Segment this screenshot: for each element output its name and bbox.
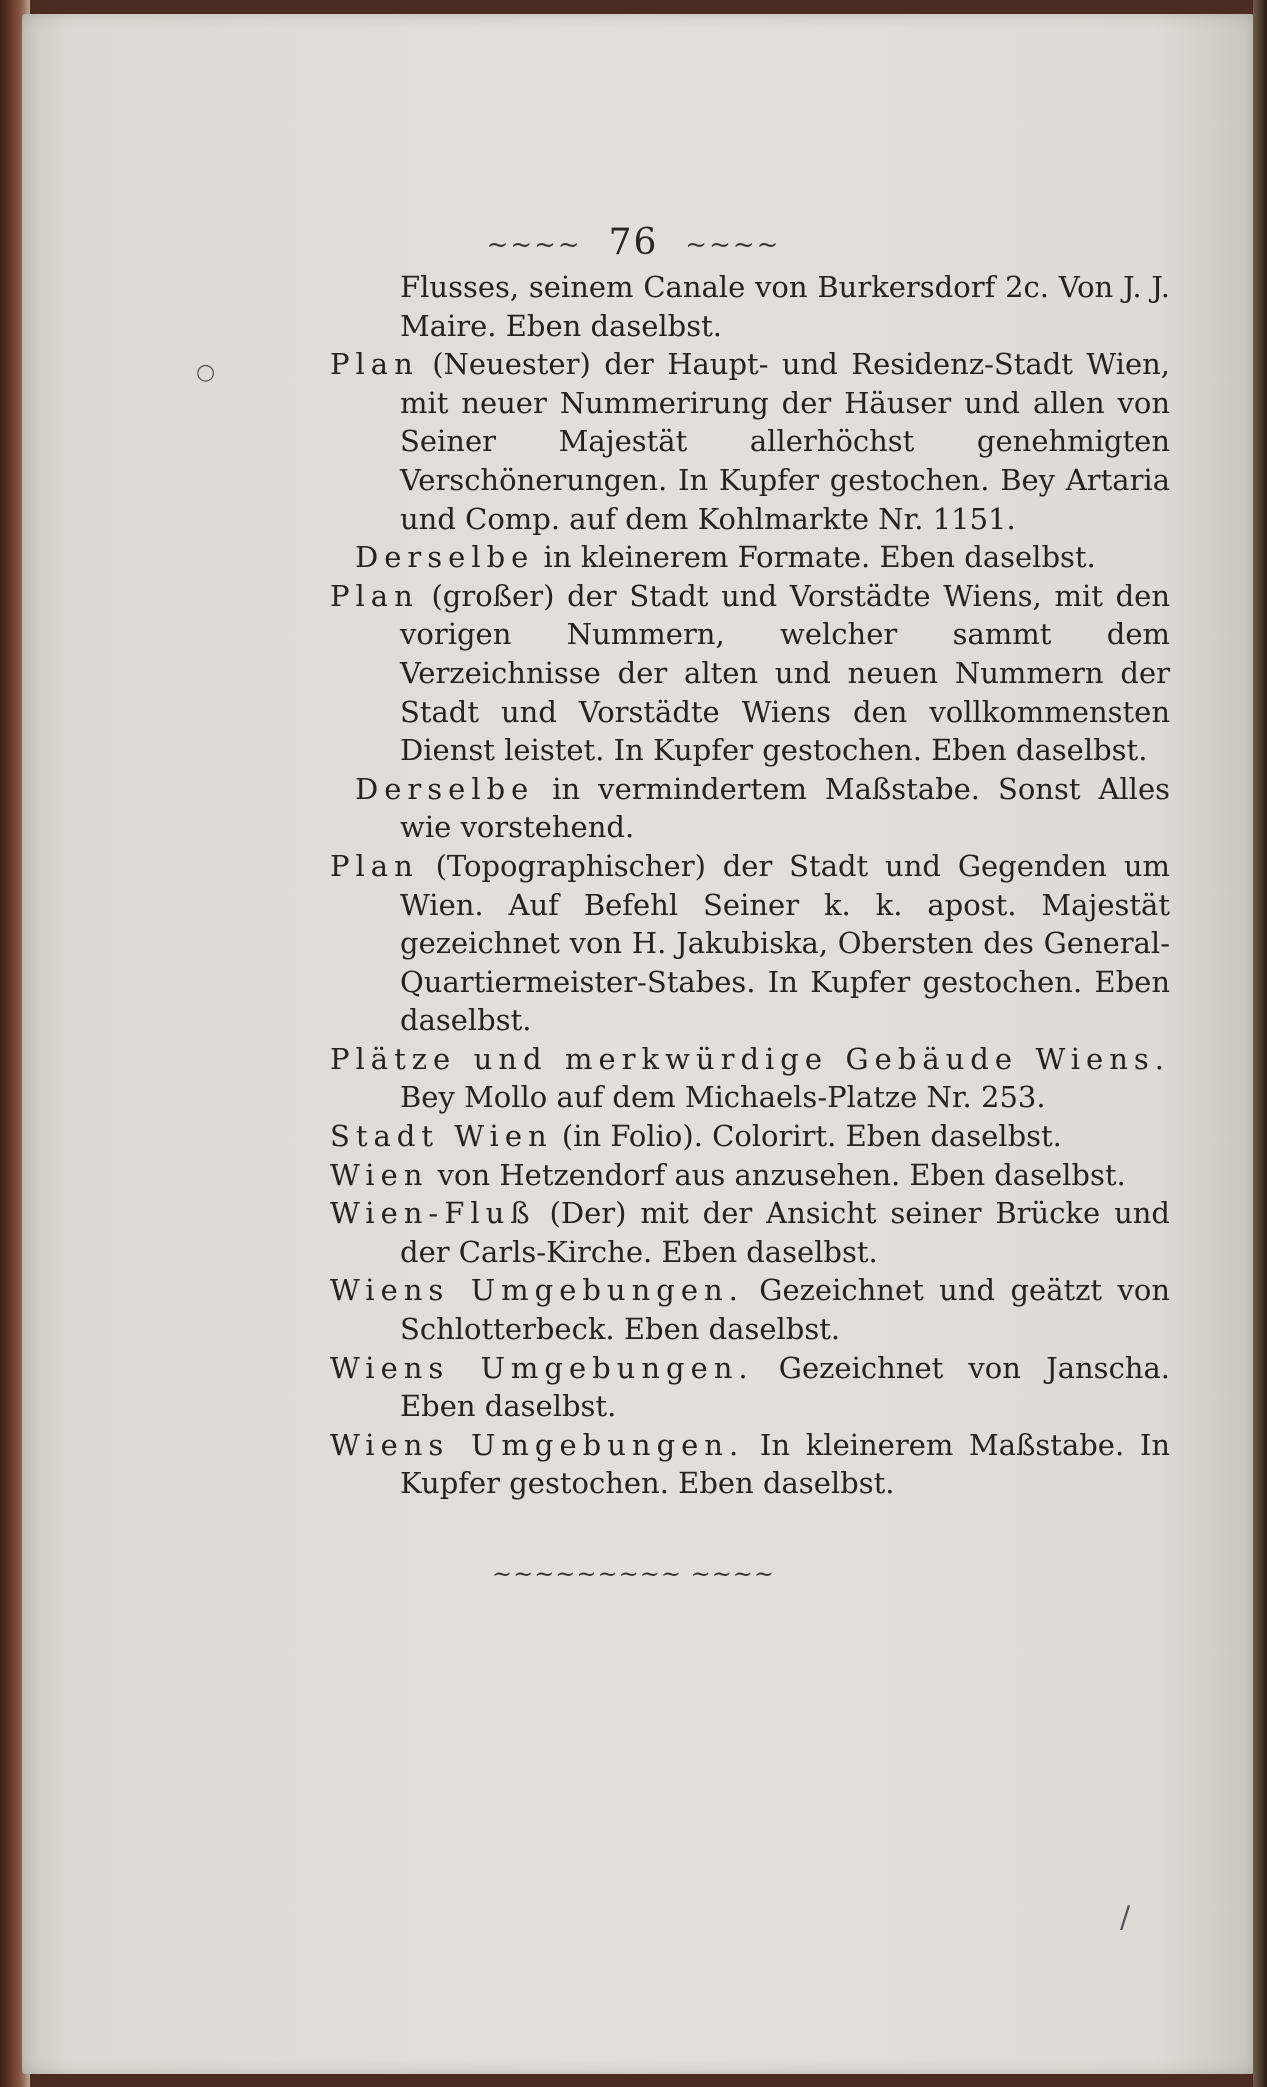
entry-text: Flusses, seinem Canale von Burkersdorf 2c. Von J. J. Maire. Eben daselbst.	[400, 270, 1170, 343]
page-header	[0, 222, 1267, 263]
entry-keyword: Plätze und merkwürdige Gebäude Wiens.	[330, 1041, 1170, 1076]
entry-text: (in Folio). Colorirt. Eben daselbst.	[552, 1119, 1062, 1154]
entry-text: Gezeichnet von Janscha. Eben daselbst.	[400, 1350, 1170, 1424]
entry	[330, 770, 1170, 847]
entry	[330, 1156, 1170, 1195]
entry-text: in kleinerem Formate. Eben daselbst.	[534, 540, 1096, 575]
entry-keyword: Wiens Umgebungen.	[330, 1427, 745, 1462]
entry-text: In kleinerem Maßstabe. In Kupfer gestochen. Eben daselbst.	[400, 1427, 1171, 1501]
entry	[330, 1040, 1170, 1117]
entry	[330, 1194, 1170, 1271]
entry-text: (großer) der Stadt und Vorstädte Wiens, mit den vorigen Nummern, welcher sammt dem Verzeichnisse der alten und neuen Nummern der Stadt und Vorstädte Wiens den vollkommensten Dienst leistet. In Kupfer gestochen. Eben daselbst.	[400, 578, 1170, 768]
entry	[330, 847, 1170, 1040]
entry-text: Bey Mollo auf dem Michaels-Platze Nr. 253.	[400, 1080, 1046, 1115]
footer-ornament: ~~~~~~~~~ ~~~~	[491, 1560, 776, 1588]
entry	[330, 1117, 1170, 1156]
entry-keyword: Wien	[330, 1157, 429, 1192]
entry	[330, 1426, 1170, 1503]
entry	[330, 1349, 1170, 1426]
entry-text: in vermindertem Maßstabe. Sonst Alles wie vorstehend.	[400, 771, 1170, 845]
entry-text: (Neuester) der Haupt- und Residenz-Stadt Wien, mit neuer Nummerirung der Häuser und allen von Seiner Majestät allerhöchst genehmigten Verschönerungen. In Kupfer gestochen. Bey Artaria und Comp. auf dem Kohlmarkte Nr. 1151.	[400, 347, 1170, 536]
entry-text: (Topographischer) der Stadt und Gegenden um Wien. Auf Befehl Seiner k. k. apost. Majestät gezeichnet von H. Jakubiska, Obersten des General-Quartiermeister-Stabes. In Kupfer gestochen. Eben daselbst.	[400, 848, 1170, 1038]
entry	[330, 577, 1170, 770]
entry-text: (Der) mit der Ansicht seiner Brücke und der Carls-Kirche. Eben daselbst.	[400, 1196, 1170, 1269]
entry-keyword: Plan	[330, 347, 419, 382]
paper-speck: /	[1120, 1900, 1131, 1935]
entry-text: von Hetzendorf aus anzusehen. Eben daselbst.	[428, 1157, 1126, 1192]
entry-text: Gezeichnet und geätzt von Schlotterbeck. Eben daselbst.	[400, 1273, 1171, 1347]
entry-keyword: Plan	[330, 848, 419, 883]
entry-keyword: Derselbe	[355, 771, 535, 806]
header-ornament-left: ~~~~	[486, 230, 582, 260]
paper-speck: ○	[196, 360, 216, 385]
entry	[330, 538, 1170, 577]
entry	[330, 345, 1170, 538]
entry-keyword: Derselbe	[355, 540, 535, 575]
entry	[330, 1271, 1170, 1348]
page-body	[330, 268, 1170, 1503]
entry-keyword: Stadt Wien	[330, 1119, 553, 1154]
entry-keyword: Plan	[330, 578, 419, 613]
entry-keyword: Wien-Fluß	[330, 1196, 536, 1231]
page-edge	[1253, 0, 1267, 2087]
entry-continuation	[330, 268, 1170, 345]
entry-keyword: Wiens Umgebungen.	[330, 1350, 754, 1385]
page-number: 76	[608, 222, 659, 263]
header-ornament-right: ~~~~	[685, 230, 781, 260]
entry-keyword: Wiens Umgebungen.	[330, 1273, 744, 1308]
